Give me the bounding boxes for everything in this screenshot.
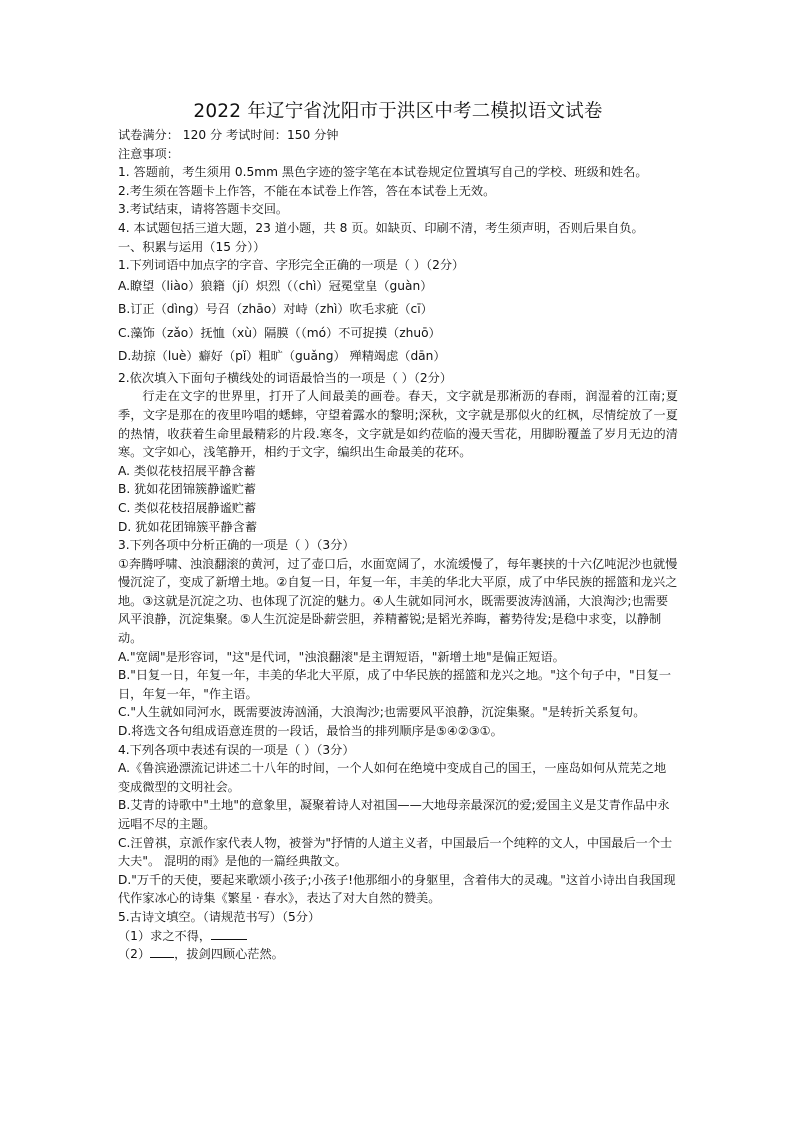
notice-item: 2.考生须在答题卡上作答，不能在本试卷上作答，答在本试卷上无效。 <box>118 183 496 198</box>
notice-item: 1. 答题前，考生须用 0.5mm 黑色字迹的签字笔在本试卷规定位置填写自己的学校、班级和姓名。 <box>118 165 648 180</box>
notice-item: 4. 本试题包括三道大题，23 道小题，共 8 页。如缺页、印刷不清，考生须声明，否则后果自负。 <box>118 220 644 235</box>
poem-line-prefix: （1）求之不得， <box>118 928 212 943</box>
question-2-option: D. 犹如花团锦簇平静含蓄 <box>118 519 258 534</box>
question-4-option: B.艾青的诗歌中"土地"的意象里，凝聚着诗人对祖国——大地母亲最深沉的爱;爱国主义是艾青作品中永远唱不尽的主题。 <box>118 798 670 831</box>
question-2-option: C. 类似花枝招展静谧贮蓄 <box>118 500 257 515</box>
question-1-option: C.藻饰（zǎo）抚恤（xù）隔膜（（mó）不可捉摸（zhuō） <box>118 325 441 340</box>
question-2-option: B. 犹如花团锦簇静谧贮蓄 <box>118 482 256 497</box>
question-4-option: D."万千的天使，要起来歌颂小孩子;小孩子!他那细小的身躯里，含着伟大的灵魂。"这首小诗出自我国现代作家冰心的诗集《繁星 · 春水》，表达了对大自然的赞美。 <box>118 872 676 906</box>
question-3-option: C."人生就如同河水，既需要波涛汹涌，大浪淘沙;也需要风平浪静，沉淀集聚。"是转折关系复句。 <box>118 705 646 720</box>
exam-page <box>118 99 678 964</box>
answer-blank[interactable] <box>211 927 247 940</box>
question-2-option: A. 类似花枝招展平静含蓄 <box>118 463 256 478</box>
question-5-item <box>118 945 678 964</box>
question-5-stem: 5.古诗文填空。（请规范书写）（5分） <box>118 909 321 924</box>
question-4-stem: 4.下列各项中表述有误的一项是（ ）（3分） <box>118 742 355 757</box>
question-2-passage: 行走在文字的世界里，打开了人间最美的画卷。春天，文字就是那淅沥的春雨，润湿着的江南;夏季，文字是那在的夜里吟唱的蟋蟀，守望着露水的黎明;深秋，文字就是那似火的红枫，尽情绽放了一夏的热情，收获着生命里最精彩的片段.寒冬，文字就是如约莅临的漫天雪花，用脚盼覆盖了岁月无边的清寒。文字如心，浅笔静开，相约于文字，编织出生命最美的花环。 <box>118 389 678 460</box>
exam-title: 2022 年辽宁省沈阳市于洪区中考二模拟语文试卷 <box>193 101 603 122</box>
question-1-option: B.订正（dìng）号召（zhāo）对峙（zhì）吹毛求疵（cī） <box>118 302 433 317</box>
question-1-option: D.劫掠（luè）癖好（pǐ）粗旷（guǎng） 殚精竭虑（dān） <box>118 349 446 364</box>
question-4-option: A.《鲁滨逊漂流记讲述二十八年的时间，一个人如何在绝境中变成自己的国王，一座岛如何从荒芜之地变成微型的文明社会。 <box>118 761 667 794</box>
question-1-option: A.瞭望（liào）狼籍（jí）炽烈（（chì）冠冕堂皇（guàn） <box>118 278 433 293</box>
question-2-stem: 2.依次填入下面句子横线处的词语最恰当的一项是（ ）（2分） <box>118 370 453 385</box>
notice-heading: 注意事项： <box>118 146 179 161</box>
question-3-option: A."宽阔"是形容词，"这"是代词，"浊浪翻滚"是主谓短语，"新增土地"是偏正短语。 <box>118 649 565 664</box>
question-3-option: D.将选文各句组成语意连贯的一段话，最恰当的排列顺序是⑤④②③①。 <box>118 724 503 739</box>
poem-line-prefix: （2） <box>118 947 151 962</box>
question-3-stem: 3.下列各项中分析正确的一项是（ ）（3分） <box>118 538 355 553</box>
score-time-line: 试卷满分： 120 分 考试时间：150 分钟 <box>118 128 339 142</box>
question-1-stem: 1.下列词语中加点字的字音、字形完全正确的一项是（ ）（2分） <box>118 258 465 273</box>
section-heading: 一、积累与运用（15 分）） <box>118 239 266 254</box>
notice-item: 3.考试结束，请将答题卡交回。 <box>118 202 289 217</box>
question-5-item <box>118 927 678 946</box>
question-3-option: B."日复一日，年复一年，丰美的华北大平原，成了中华民族的摇篮和龙兴之地。"这个句子中，"日复一日，年复一年，"作主语。 <box>118 668 672 701</box>
answer-blank[interactable] <box>150 945 174 958</box>
question-3-passage: ①奔腾呼啸、浊浪翻滚的黄河，过了壶口后，水面宽阔了，水流缓慢了，每年裹挟的十六亿吨泥沙也就慢慢沉淀了，变成了新增土地。②自复一日，年复一年，丰美的华北大平原，成了中华民族的摇篮和龙兴之地。③这就是沉淀之功、也体现了沉淀的魅力。④人生就如同河水，既需要波涛汹涌，大浪淘沙;也需要风平浪静，沉淀集聚。⑤人生沉淀是卧薪尝胆，养精蓄锐;是韬光养晦，蓄势待发;是稳中求变，以静制动。 <box>118 556 678 646</box>
poem-line-suffix: ，拔剑四顾心茫然。 <box>174 947 284 962</box>
question-4-option: C.汪曾祺，京派作家代表人物，被誉为"抒情的人道主义者，中国最后一个纯粹的文人，中国最后一个士大夫"。 混明的雨》是他的一篇经典散文。 <box>118 835 673 869</box>
